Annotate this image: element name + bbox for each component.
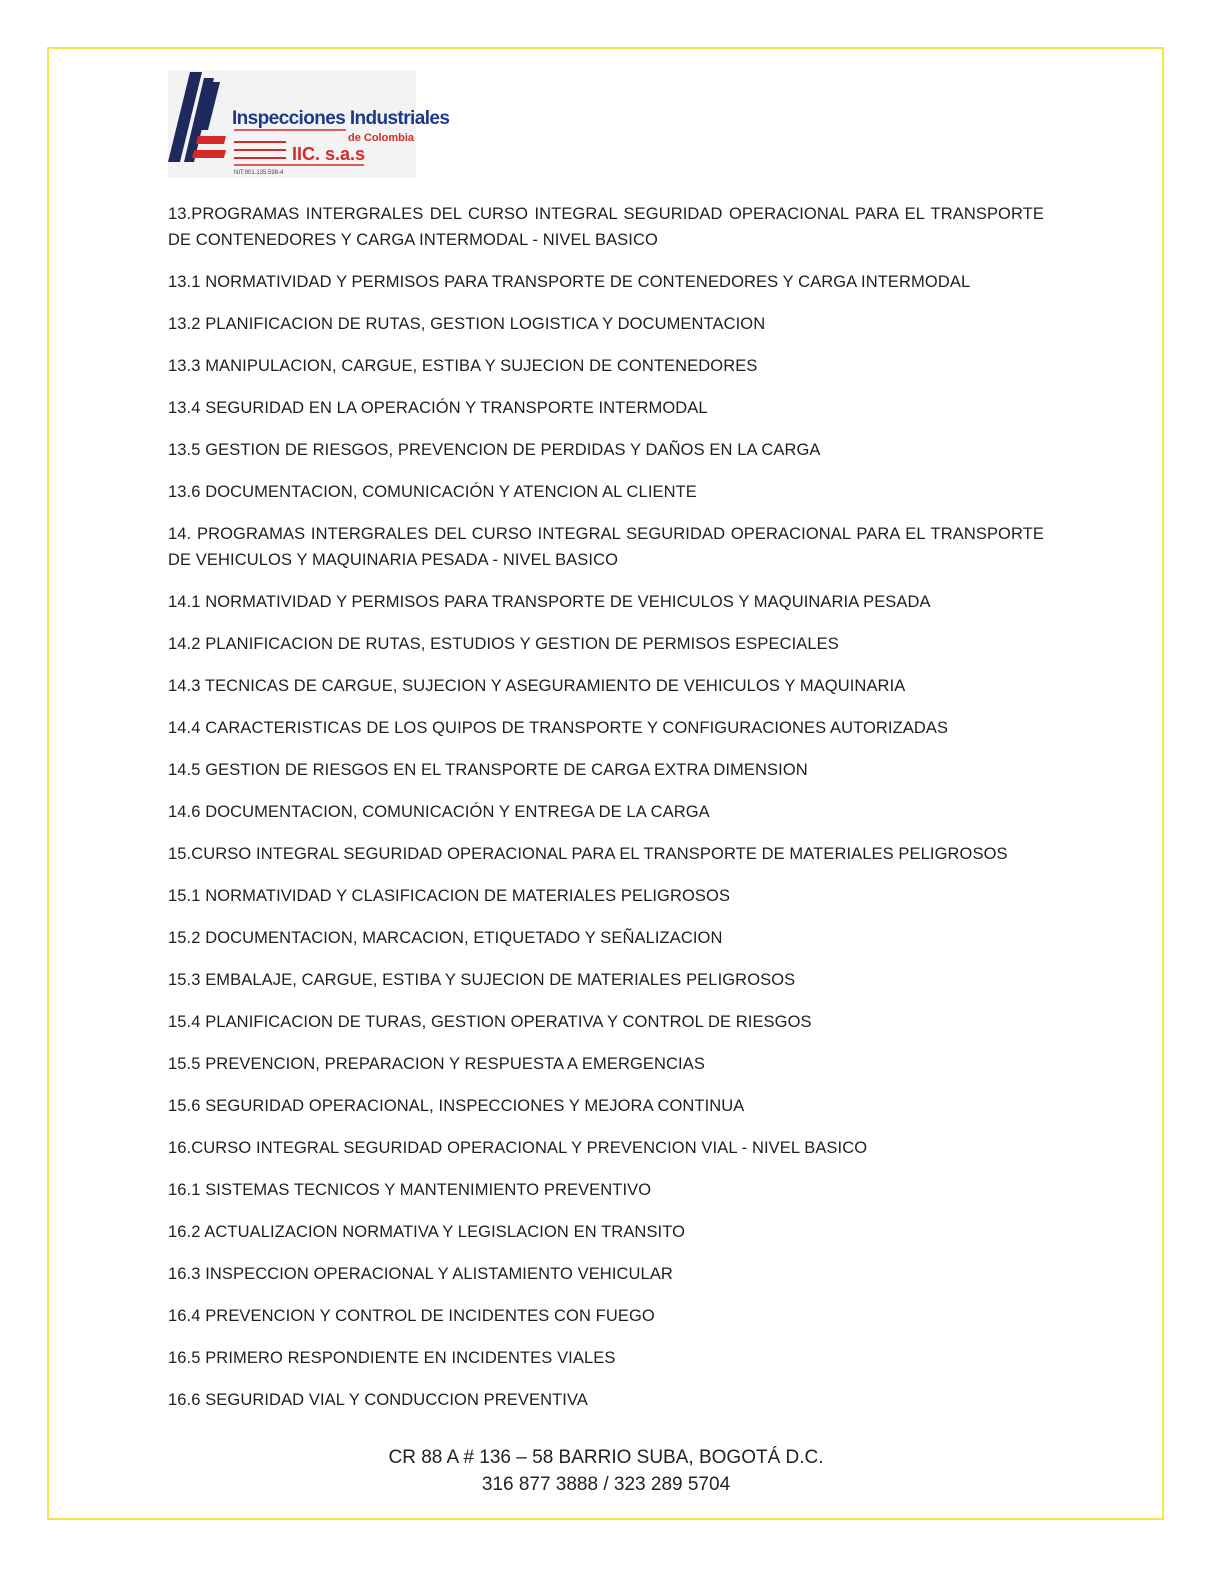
- course-item: 15.6 SEGURIDAD OPERACIONAL, INSPECCIONES Y MEJORA CONTINUA: [168, 1097, 745, 1115]
- course-item: 14.4 CARACTERISTICAS DE LOS QUIPOS DE TRANSPORTE Y CONFIGURACIONES AUTORIZADAS: [168, 719, 949, 737]
- page-footer: [0, 1444, 1212, 1498]
- logo-red-bar-2: [192, 150, 226, 158]
- course-item: 16.CURSO INTEGRAL SEGURIDAD OPERACIONAL Y PREVENCION VIAL - NIVEL BASICO: [168, 1139, 868, 1157]
- course-item: 13.6 DOCUMENTACION, COMUNICACIÓN Y ATENCION AL CLIENTE: [168, 483, 697, 501]
- course-item: 14.2 PLANIFICACION DE RUTAS, ESTUDIOS Y GESTION DE PERMISOS ESPECIALES: [168, 635, 839, 653]
- company-logo-graphic: [168, 70, 450, 178]
- course-item: 14.6 DOCUMENTACION, COMUNICACIÓN Y ENTREGA DE LA CARGA: [168, 803, 710, 821]
- course-item: 13.1 NORMATIVIDAD Y PERMISOS PARA TRANSPORTE DE CONTENEDORES Y CARGA INTERMODAL: [168, 273, 971, 291]
- course-item: 14. PROGRAMAS INTERGRALES DEL CURSO INTEGRAL SEGURIDAD OPERACIONAL PARA EL TRANSPORTE DE VEHICULOS Y MAQUINARIA PESADA - NIVEL BASICO: [168, 525, 1044, 569]
- course-item: 14.5 GESTION DE RIESGOS EN EL TRANSPORTE DE CARGA EXTRA DIMENSION: [168, 761, 808, 779]
- course-item: 16.4 PREVENCION Y CONTROL DE INCIDENTES CON FUEGO: [168, 1307, 655, 1325]
- course-item: 13.3 MANIPULACION, CARGUE, ESTIBA Y SUJECION DE CONTENEDORES: [168, 357, 758, 375]
- course-item: 16.1 SISTEMAS TECNICOS Y MANTENIMIENTO PREVENTIVO: [168, 1181, 652, 1199]
- course-item: 13.PROGRAMAS INTERGRALES DEL CURSO INTEGRAL SEGURIDAD OPERACIONAL PARA EL TRANSPORTE DE CONTENEDORES Y CARGA INTERMODAL - NIVEL BASICO: [168, 205, 1044, 249]
- course-item: 16.3 INSPECCION OPERACIONAL Y ALISTAMIENTO VEHICULAR: [168, 1265, 673, 1283]
- footer-address: CR 88 A # 136 – 58 BARRIO SUBA, BOGOTÁ D.C.: [388, 1447, 824, 1468]
- course-item: 16.5 PRIMERO RESPONDIENTE EN INCIDENTES VIALES: [168, 1349, 616, 1367]
- course-item: 15.4 PLANIFICACION DE TURAS, GESTION OPERATIVA Y CONTROL DE RIESGOS: [168, 1013, 812, 1031]
- course-item: 16.6 SEGURIDAD VIAL Y CONDUCCION PREVENTIVA: [168, 1391, 588, 1409]
- logo-short-name: IIC. s.a.s: [292, 144, 366, 164]
- footer-phones: 316 877 3888 / 323 289 5704: [481, 1474, 731, 1495]
- logo-nit: NIT:901.135.598-4: [234, 170, 284, 176]
- course-item: 14.1 NORMATIVIDAD Y PERMISOS PARA TRANSPORTE DE VEHICULOS Y MAQUINARIA PESADA: [168, 593, 931, 611]
- course-item: 13.2 PLANIFICACION DE RUTAS, GESTION LOGISTICA Y DOCUMENTACION: [168, 315, 766, 333]
- logo-company-name: Inspecciones Industriales: [232, 108, 450, 129]
- course-list: [168, 201, 1044, 1429]
- course-item: 15.3 EMBALAJE, CARGUE, ESTIBA Y SUJECION DE MATERIALES PELIGROSOS: [168, 971, 796, 989]
- company-logo: [168, 70, 450, 178]
- course-item: 13.4 SEGURIDAD EN LA OPERACIÓN Y TRANSPORTE INTERMODAL: [168, 399, 708, 417]
- course-item: 13.5 GESTION DE RIESGOS, PREVENCION DE PERDIDAS Y DAÑOS EN LA CARGA: [168, 441, 821, 459]
- course-item: 15.1 NORMATIVIDAD Y CLASIFICACION DE MATERIALES PELIGROSOS: [168, 887, 731, 905]
- logo-red-bar-1: [196, 136, 226, 144]
- course-item: 15.5 PREVENCION, PREPARACION Y RESPUESTA A EMERGENCIAS: [168, 1055, 705, 1073]
- course-item: 15.CURSO INTEGRAL SEGURIDAD OPERACIONAL PARA EL TRANSPORTE DE MATERIALES PELIGROSOS: [168, 845, 1008, 863]
- course-item: 15.2 DOCUMENTACION, MARCACION, ETIQUETADO Y SEÑALIZACION: [168, 929, 723, 947]
- course-item: 16.2 ACTUALIZACION NORMATIVA Y LEGISLACION EN TRANSITO: [168, 1223, 686, 1241]
- course-item: 14.3 TECNICAS DE CARGUE, SUJECION Y ASEGURAMIENTO DE VEHICULOS Y MAQUINARIA: [168, 677, 906, 695]
- logo-subtitle: de Colombia: [348, 132, 415, 144]
